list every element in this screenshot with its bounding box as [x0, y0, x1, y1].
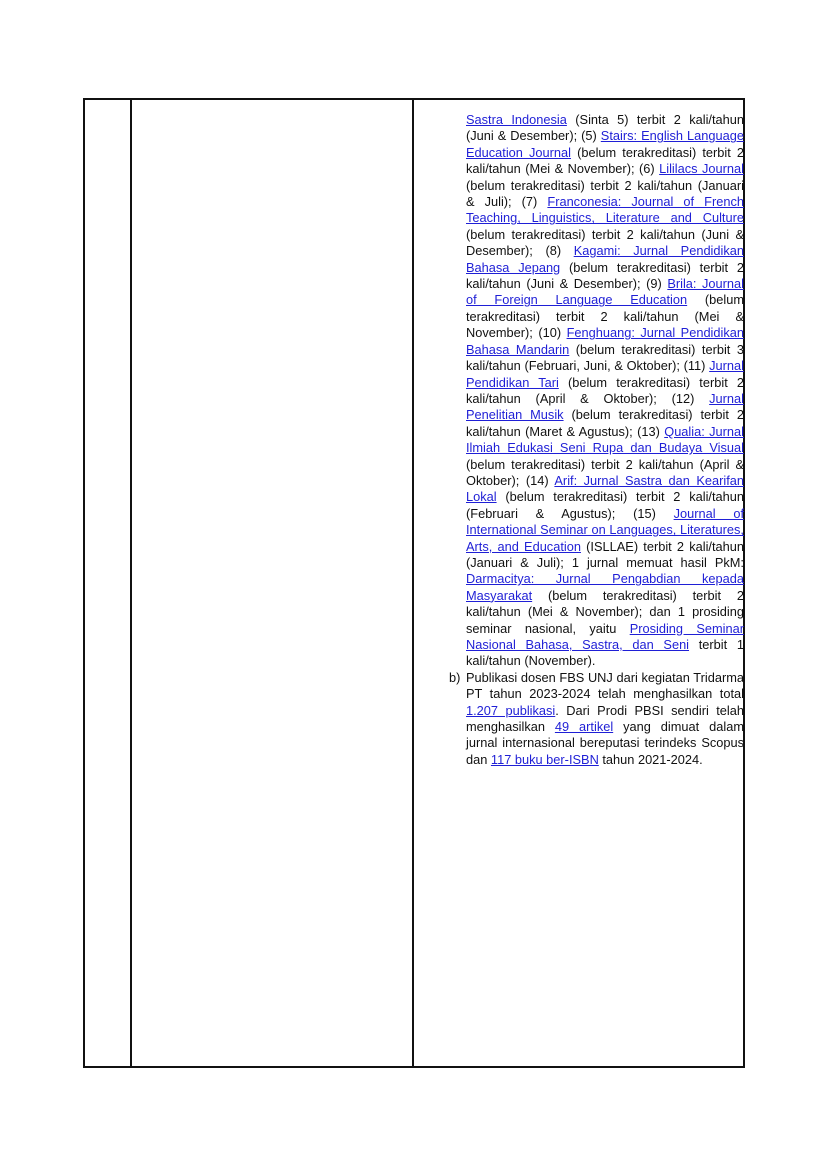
journal-link[interactable]: Brila: Journal of Foreign Language Education — [466, 276, 744, 308]
column-divider — [130, 100, 132, 1066]
body-text: (Sinta 5) terbit 2 kali/tahun (Juni & Desember); (5) — [466, 112, 745, 144]
journal-link[interactable]: Lililacs Journal — [659, 161, 744, 177]
journal-list-paragraph — [423, 112, 744, 670]
body-text: (belum terakreditasi) terbit 2 kali/tahun (Maret & Agustus); (13) — [466, 407, 744, 439]
body-text: terbit 1 kali/tahun (November). — [466, 637, 744, 669]
content-cell — [423, 112, 744, 768]
body-text: (ISLLAE) terbit 2 kali/tahun (Januari & Juli); 1 jurnal memuat hasil PkM: — [466, 538, 744, 570]
journal-link[interactable]: Jurnal Penelitian Musik — [466, 390, 744, 423]
body-text: . Dari Prodi PBSI sendiri telah menghasilkan — [466, 702, 744, 735]
journal-link[interactable]: 117 buku ber-ISBN — [490, 751, 599, 767]
list-item-b — [423, 670, 744, 768]
journal-link[interactable]: 1.207 publikasi — [466, 702, 556, 718]
body-text: (belum terakreditasi) terbit 3 kali/tahun (Februari, Juni, & Oktober); (11) — [466, 341, 744, 374]
journal-link[interactable]: Sastra Indonesia — [466, 112, 567, 127]
document-table — [83, 98, 745, 1068]
body-text: (belum terakreditasi) terbit 2 kali/tahun (Februari & Agustus); (15) — [466, 489, 744, 521]
journal-link[interactable]: Fenghuang: Jurnal Pendidikan Bahasa Mandarin — [466, 325, 744, 357]
body-text: (belum terakreditasi) terbit 2 kali/tahun (Juni & Desember); (8) — [466, 226, 744, 259]
body-text: (belum terakreditasi) terbit 2 kali/tahun (Juni & Desember); (9) — [466, 259, 744, 292]
journal-link[interactable]: Journal of International Seminar on Languages, Literatures, Arts, and Education — [466, 505, 744, 554]
journal-link[interactable]: Darmacitya: Jurnal Pengabdian kepada Masyarakat — [466, 571, 744, 603]
body-text: tahun 2021-2024. — [598, 751, 703, 767]
body-text: (belum terakreditasi) terbit 2 kali/tahun (Mei & November); (6) — [466, 144, 744, 177]
body-text: (belum terakreditasi) terbit 2 kali/tahun (Mei & November); (10) — [466, 292, 744, 341]
publication-summary — [466, 670, 744, 767]
list-marker: b) — [449, 669, 461, 685]
body-text: (belum terakreditasi) terbit 2 kali/tahun (April & Oktober); (12) — [466, 374, 744, 406]
body-text: (belum terakreditasi) terbit 2 kali/tahun (Januari & Juli); (7) — [466, 177, 744, 210]
body-text: (belum terakreditasi) terbit 2 kali/tahun (Mei & November); dan 1 prosiding seminar nasional, yaitu — [466, 587, 744, 636]
journal-link[interactable]: 49 artikel — [554, 719, 614, 735]
column-divider — [412, 100, 414, 1066]
body-text: (belum terakreditasi) terbit 2 kali/tahun (April & Oktober); (14) — [466, 456, 744, 488]
journal-link[interactable]: Stairs: English Language Education Journal — [466, 128, 744, 160]
journal-link[interactable]: Prosiding Seminar Nasional Bahasa, Sastra, dan Seni — [466, 620, 744, 652]
journal-link[interactable]: Jurnal Pendidikan Tari — [466, 358, 744, 390]
journal-link[interactable]: Kagami: Jurnal Pendidikan Bahasa Jepang — [466, 243, 744, 275]
journal-link[interactable]: Arif: Jurnal Sastra dan Kearifan Lokal — [466, 472, 744, 505]
journal-link[interactable]: Franconesia: Journal of French Teaching, Linguistics, Literature and Culture — [466, 194, 744, 226]
journal-link[interactable]: Qualia: Jurnal Ilmiah Edukasi Seni Rupa dan Budaya Visual — [466, 423, 745, 456]
body-text: Publikasi dosen FBS UNJ dari kegiatan Tridarma PT tahun 2023-2024 telah menghasilkan total — [466, 669, 744, 702]
body-text: yang dimuat dalam jurnal internasional bereputasi terindeks Scopus dan — [466, 719, 744, 767]
